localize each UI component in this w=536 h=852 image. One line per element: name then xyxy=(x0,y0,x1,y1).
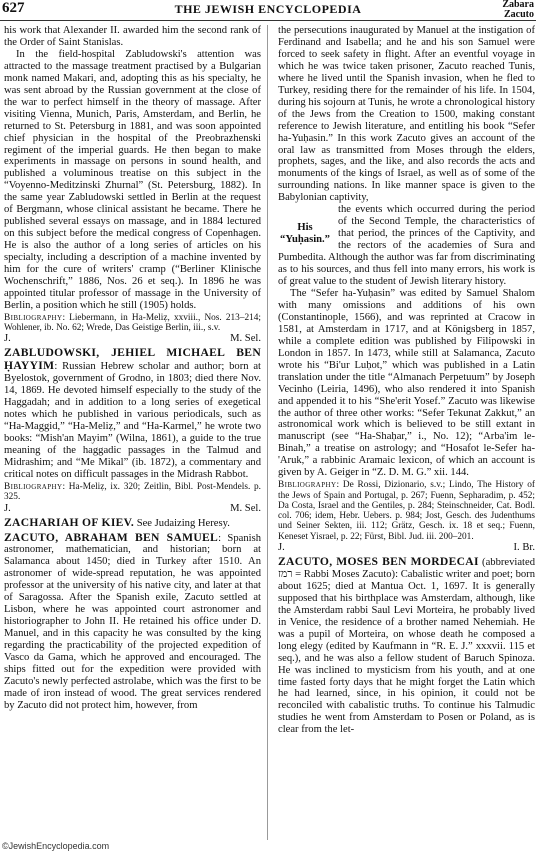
left-column xyxy=(4,25,261,840)
bibliography xyxy=(4,482,261,503)
side-note: His “Yuḥasin.” xyxy=(280,222,330,246)
bibliography-text: : Liebermann, in Ha-Meliẓ, xxviii., Nos. 213–214; Wohlener, ib. No. 62; Wrede, Das Geistige Berlin, iii., s.v. xyxy=(4,312,261,334)
author-signature xyxy=(4,503,261,515)
copyright-footer: ©JewishEncyclopedia.com xyxy=(2,841,110,851)
signature-initial: J. xyxy=(4,502,11,514)
entry-text: : Russian Hebrew scholar and author; born at Byelostok, government of Grodno, in 1803; died there Nov. 14, 1869. He devoted himself especially to the study of the Haggadah; and in addition to a long series of exegetical notes which he published in various periodicals, such as “Ha-Maggid,” “Ha-Meliẓ,” and “Ha-Karmel,” he wrote two books: “Mish'an Mayim” (Wilna, 1861), a guide to the true meaning of the haggadic passages in the Talmud and Midrashim; and “Me Mikal” (ib. 1872), a commentary and critical notes on difficult passages in the Midrash Rabbot. xyxy=(4,361,261,480)
entry xyxy=(4,347,261,480)
entry-text: (abbreviated רמז = Rabbi Moses Zacuto): Cabalistic writer and poet; born about 1625; died at Mantua Oct. 1, 1697. It is generally supposed that his birthplace was Amsterdam, although, like the Amsterdam rabbi Saul Levi Morteira, he probably lived in Venice, the residence of a brother named Nehemiah. He was a pupil of Morteira, on whose death he composed a long elegy (edited by Kaufmann in “R. E. J.” xxxvii. 115 et seq.), and he was also a fellow student of Baruch Spinoza. He was inclined to mysticism from his youth, and at one time fasted forty days that he might forget the Latin which he had learned, since, in his opinion, it could not be reconciled with cabalistic truths. To continue his Talmudic studies he went from Amsterdam to Posen or Poland, as is clear from the let- xyxy=(278,557,535,736)
guide-word-bottom: Zacuto xyxy=(504,9,534,20)
entry-heading: ZACHARIAH OF KIEV. xyxy=(4,515,135,529)
bibliography xyxy=(4,313,261,334)
entry xyxy=(278,556,535,736)
cross-reference-link[interactable]: See Judaizing Heresy. xyxy=(134,517,230,529)
column-divider xyxy=(267,25,268,840)
entry xyxy=(4,532,261,712)
bibliography-label: Bibliography xyxy=(4,481,63,492)
author-signature xyxy=(4,333,261,345)
running-title: THE JEWISH ENCYCLOPEDIA xyxy=(174,2,362,16)
entry xyxy=(4,517,261,530)
author-signature xyxy=(278,542,535,554)
page-header xyxy=(0,0,536,21)
signature-initial: J. xyxy=(278,542,285,553)
bibliography-label: Bibliography xyxy=(4,312,63,323)
bibliography xyxy=(278,480,535,542)
bibliography-label: Bibliography xyxy=(278,480,337,491)
signature-author: I. Br. xyxy=(513,542,535,553)
paragraph: The “Sefer ha-Yuḥasin” was edited by Samuel Shalom with many omissions and additions of his own (Constantinople, 1566), and was reprinted at Cracow in 1581, at Amsterdam in 1717, and at Königsberg in 1857, while a complete edition was published by Filipowski in London in 1857. In 1473, while still at Salamanca, Zacuto wrote his “Bi'ur Luḥot,” which was published in a Latin translation under the title “Almanach Perpetuum” by Joseph Vecinho (Leiria, 1496), who also rendered it into Spanish and appended it to his “She'erit Yosef.” Zacuto was likewise the author of three other works: “Sefer Tekunat Zakkut,” an astronomical work which is believed to be still extant in manuscript (see “Ha-Shaḥar,” i., No. 12); “Arba'im le-Binah,” a treatise on astrology; and “Hosafot le-Sefer ha-'Aruk,” a rabbinic Aramaic lexicon, of which an account is given by A. Geiger in “Z. D. M. G.” xii. 144. xyxy=(278,287,535,479)
bibliography-text: : De Rossi, Dizionario, s.v.; Lindo, The History of the Jews of Spain and Portugal, p. 267; Fuenn, Sepharadim, p. 452; Da Costa, Israel and the Gentiles, p. 284; Steinschneider, Cat. Bodl. col. 706; idem, Hebr. Uebers. p. 984; Jost, Gesch. des Judenthums und Seiner Sekten, iii. 112; Grätz, Gesch. ix. 18 et seq.; Fuenn, Keneset Yisrael, p. 22; Fürst, Bibl. Jud. iii. 200–201. xyxy=(278,480,535,542)
entry-heading: ZABLUDOWSKI, JEHIEL MICHAEL BEN ḤAYYIM xyxy=(4,346,261,373)
page-number: 627 xyxy=(2,0,25,16)
right-column xyxy=(278,25,535,840)
guide-word-top: Zabara xyxy=(502,0,534,10)
signature-author: M. Sel. xyxy=(230,333,261,345)
bibliography-text: : Ha-Meliẓ, ix. 320; Zeitlin, Bibl. Post-Mendels. p. 325. xyxy=(4,481,261,503)
entry-heading: ZACUTO, MOSES BEN MORDECAI xyxy=(278,555,479,568)
signature-author: M. Sel. xyxy=(230,502,261,514)
entry-text: : Spanish astronomer, mathematician, and historian; born at Salamanca about 1450; died in Turkey after 1510. An astronomer of wide-spread reputation, he was appointed professor at the university of his native city, and later at that of Saragossa. After the Spanish exile, Zacuto settled at Lisbon, where he was appointed court astronomer and historiographer to John II. He retained his office under D. Manuel, and in this capacity he was consulted by the king regarding the practicability of the projected expedition of Vasco da Gama, which he approved and encouraged. The ships fitted out for the expedition were provided with Zacuto's newly perfected astrolabe, which was the first to be made of iron instead of wood. The great services rendered by Zacuto did not protect him, however, from xyxy=(4,532,261,711)
paragraph: his work that Alexander II. awarded him the second rank of the Order of Saint Stanislas. xyxy=(4,25,261,48)
paragraph: the events which occurred during the period of the Second Temple, the characteristics of that period, the princes of the Captivity, and the rectors of the academies of Sura and Pumbedita. Although the author was far from discriminating as to his sources, and thus fell into many errors, his work is of great value to the student of Jewish literary history. xyxy=(278,204,535,288)
signature-initial: J. xyxy=(4,333,11,345)
entry-heading: ZACUTO, ABRAHAM BEN SAMUEL xyxy=(4,530,219,544)
paragraph: In the field-hospital Zabludowski's attention was attracted to the massage treatment practised by a Bulgarian monk named Makari, and, adopting this as his specialty, he was sent abroad by the Russian government at the close of the war to perfect himself in the theory of massage. After visiting Vienna, Munich, Paris, Amsterdam, and Berlin, he returned to St. Petersburg in 1881, and was soon appointed chief physician in the hospital of the Preobrazhenski regiment of the imperial guards. He then began to make experiments in massage on persons in sound health, and published a voluminous treatise on this subject in the “Voyenno-Meditzinski Zhurnal” (St. Petersburg, 1882). In the same year Zabludowski settled in Berlin at the request of Bergmann, whose clinical assistant he became. There he published several essays on massage, and in 1884 lectured on this subject before the medical congress of Copenhagen. He is also the author of a long series of articles on his specialty, including a description of a machine invented by him for the cure of writers' cramp (“Berliner Klinische Wochenschrift,” 1886, Nos. 26 et seq.). In 1896 he was appointed titular professor of massage in the University of Berlin, a position which he still (1905) holds. xyxy=(4,48,261,311)
paragraph: the persecutions inaugurated by Manuel at the instigation of Ferdinand and Isabella; and he and his son Samuel were forced to seek safety in flight. After an eventful voyage in which he was twice taken prisoner, Zacuto reached Tunis, where he lived until the Spanish invasion, when he fled to Turkey, residing there for the remainder of his life. In 1504, during his sojourn at Tunis, he wrote a chronological history of the Jews from the Creation to 1500, making constant reference to Jewish literature, and entitling his book “Sefer ha-Yuḥasin.” In this work Zacuto gives an account of the oral law as transmitted from Moses through the elders, prophets, sages, and the like, and also records the acts and monuments of the kings of Israel, as well as of some of the surrounding nations. In like manner space is given to the Babylonian captivity, xyxy=(278,25,535,204)
guide-words xyxy=(502,0,534,20)
